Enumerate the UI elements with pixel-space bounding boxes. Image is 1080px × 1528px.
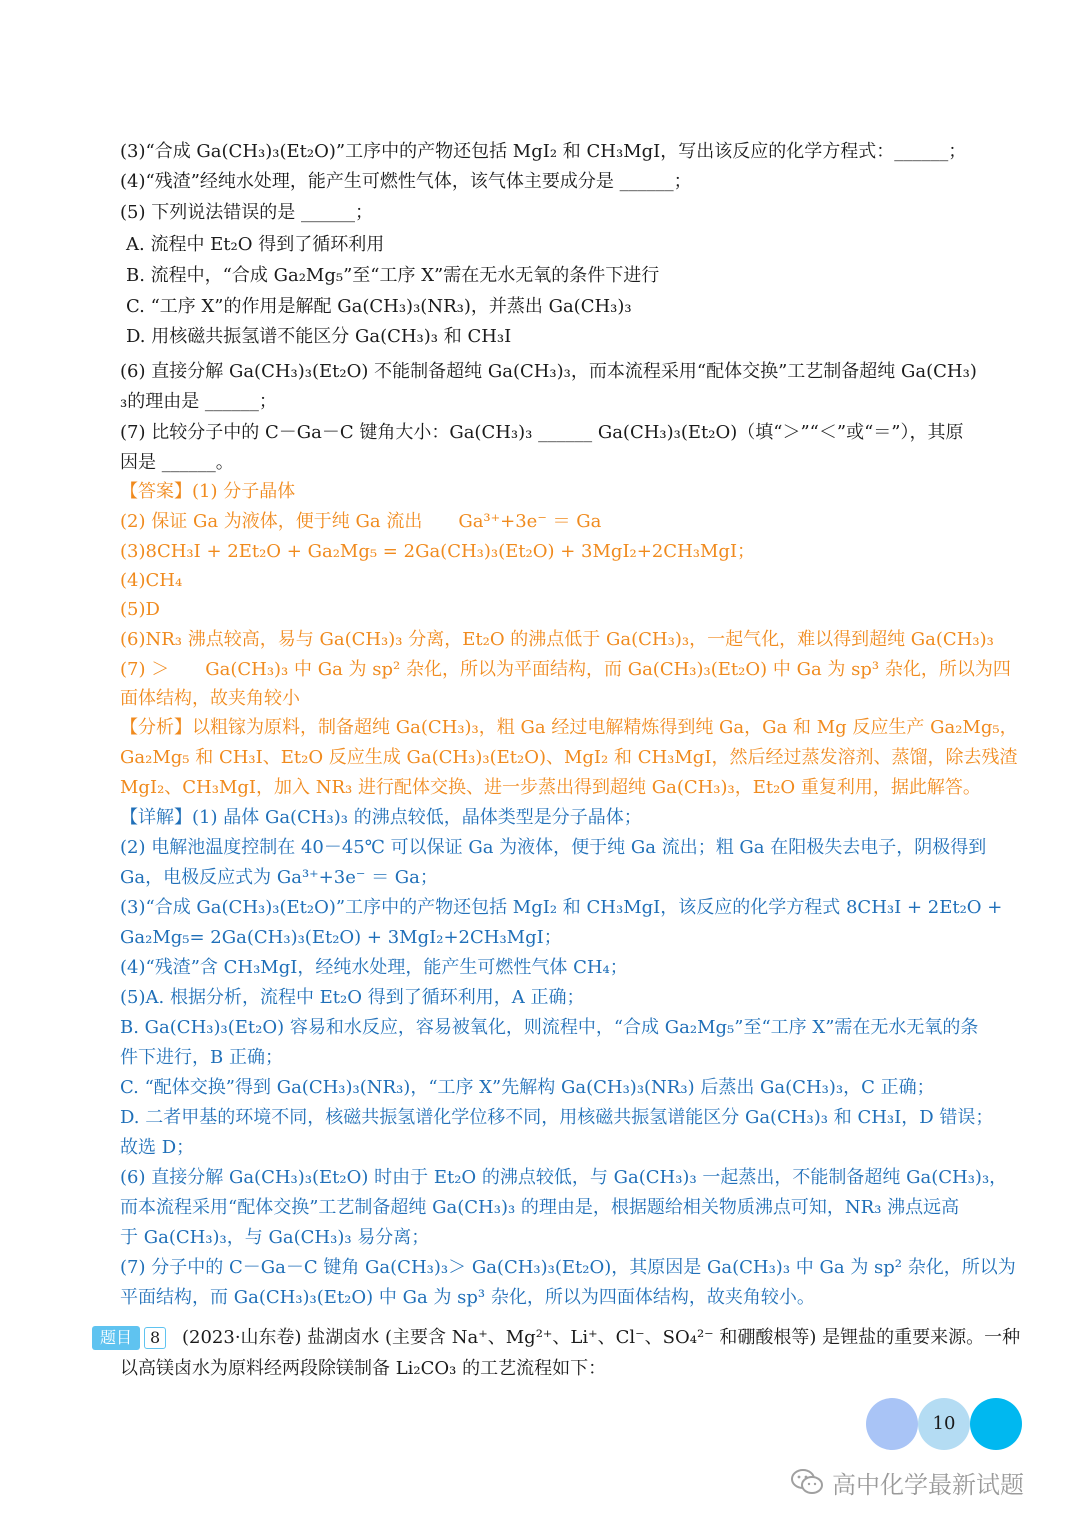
answer-4: (4)CH₄: [120, 570, 183, 591]
question-7-cont: 因是 ______。: [120, 452, 234, 473]
option-d: D. 用核磁共振氢谱不能区分 Ga(CH₃)₃ 和 CH₃I: [126, 326, 512, 347]
wechat-icon: [790, 1468, 824, 1496]
question-4: (4)“残渣”经纯水处理，能产生可燃性气体，该气体主要成分是 ______；: [120, 171, 692, 192]
question-7: (7) 比较分子中的 C－Ga－C 键角大小：Ga(CH₃)₃ ______ Ga(CH₃)₃(Et₂O)（填“＞”“＜”或“＝”），其原: [120, 422, 964, 443]
detail-3-cont: Ga₂Mg₅= 2Ga(CH₃)₃(Et₂O) + 3MgI₂+2CH₃MgI；: [120, 927, 562, 948]
analysis-3: MgI₂、CH₃MgI，加入 NR₃ 进行配体交换、进一步蒸出得到超纯 Ga(CH₃)₃，Et₂O 重复利用，据此解答。: [120, 777, 981, 798]
page-circle-left: [866, 1398, 918, 1450]
detail-6-cont: 而本流程采用“配体交换”工艺制备超纯 Ga(CH₃)₃ 的理由是，根据题给相关物质沸点可知，NR₃ 沸点远高: [120, 1197, 960, 1218]
detail-6-cont2: 于 Ga(CH₃)₃，与 Ga(CH₃)₃ 易分离；: [120, 1227, 430, 1248]
detail-5-conclusion: 故选 D；: [120, 1137, 195, 1158]
question-3: (3)“合成 Ga(CH₃)₃(Et₂O)”工序中的产物还包括 MgI₂ 和 CH₃MgI，写出该反应的化学方程式：______；: [120, 141, 967, 162]
detail-7: (7) 分子中的 C－Ga－C 键角 Ga(CH₃)₃＞ Ga(CH₃)₃(Et₂O)，其原因是 Ga(CH₃)₃ 中 Ga 为 sp² 杂化，所以为: [120, 1257, 1016, 1278]
watermark: [790, 1464, 1024, 1500]
question-8-line2: 以高镁卤水为原料经两段除镁制备 Li₂CO₃ 的工艺流程如下：: [120, 1358, 607, 1379]
question-tag-number: 8: [144, 1327, 166, 1349]
answer-3: (3)8CH₃I + 2Et₂O + Ga₂Mg₅ = 2Ga(CH₃)₃(Et₂O) + 3MgI₂+2CH₃MgI；: [120, 541, 756, 562]
page-number-badge: [866, 1398, 1022, 1450]
detail-7-cont: 平面结构，而 Ga(CH₃)₃(Et₂O) 中 Ga 为 sp³ 杂化，所以为四面体结构，故夹角较小。: [120, 1287, 815, 1308]
watermark-text: 高中化学最新试题: [832, 1470, 1024, 1499]
question-5: (5) 下列说法错误的是 ______；: [120, 202, 373, 223]
detail-5a: (5)A. 根据分析，流程中 Et₂O 得到了循环利用，A 正确；: [120, 987, 585, 1008]
question-6-cont: ₃的理由是 ______；: [120, 391, 277, 412]
detail-5c: C. “配体交换”得到 Ga(CH₃)₃(NR₃)，“工序 X”先解构 Ga(CH₃)₃(NR₃) 后蒸出 Ga(CH₃)₃，C 正确；: [120, 1077, 935, 1098]
detail-2-cont: Ga，电极反应式为 Ga³⁺+3e⁻ ＝ Ga；: [120, 867, 438, 888]
detail-5b-cont: 件下进行，B 正确；: [120, 1047, 283, 1068]
analysis-2: Ga₂Mg₅ 和 CH₃I、Et₂O 反应生成 Ga(CH₃)₃(Et₂O)、MgI₂ 和 CH₃MgI，然后经过蒸发溶剂、蒸馏，除去残渣: [120, 747, 1018, 768]
question-6: (6) 直接分解 Ga(CH₃)₃(Et₂O) 不能制备超纯 Ga(CH₃)₃，而本流程采用“配体交换”工艺制备超纯 Ga(CH₃): [120, 361, 977, 382]
page-number: 10: [918, 1398, 970, 1450]
answer-1: 【答案】(1) 分子晶体: [120, 481, 296, 502]
analysis-1: 【分析】以粗镓为原料，制备超纯 Ga(CH₃)₃，粗 Ga 经过电解精炼得到纯 Ga，Ga 和 Mg 反应生产 Ga₂Mg₅，: [120, 717, 1018, 738]
answer-6: (6)NR₃ 沸点较高，易与 Ga(CH₃)₃ 分离，Et₂O 的沸点低于 Ga(CH₃)₃，一起气化，难以得到超纯 Ga(CH₃)₃: [120, 629, 994, 650]
detail-5d: D. 二者甲基的环境不同，核磁共振氢谱化学位移不同，用核磁共振氢谱能区分 Ga(CH₃)₃ 和 CH₃I，D 错误；: [120, 1107, 994, 1128]
answer-5: (5)D: [120, 599, 160, 620]
question-tag: [92, 1325, 166, 1351]
option-a: A. 流程中 Et₂O 得到了循环利用: [126, 234, 385, 255]
detail-5b: B. Ga(CH₃)₃(Et₂O) 容易和水反应，容易被氧化，则流程中，“合成 Ga₂Mg₅”至“工序 X”需在无水无氧的条: [120, 1017, 979, 1038]
detail-3: (3)“合成 Ga(CH₃)₃(Et₂O)”工序中的产物还包括 MgI₂ 和 CH₃MgI，该反应的化学方程式 8CH₃I + 2Et₂O +: [120, 897, 1003, 918]
answer-2: (2) 保证 Ga 为液体，便于纯 Ga 流出 Ga³⁺+3e⁻ ＝ Ga: [120, 511, 602, 532]
detail-1: 【详解】(1) 晶体 Ga(CH₃)₃ 的沸点较低，晶体类型是分子晶体；: [120, 807, 642, 828]
detail-6: (6) 直接分解 Ga(CH₃)₃(Et₂O) 时由于 Et₂O 的沸点较低，与 Ga(CH₃)₃ 一起蒸出，不能制备超纯 Ga(CH₃)₃，: [120, 1167, 1008, 1188]
detail-4: (4)“残渣”含 CH₃MgI，经纯水处理，能产生可燃性气体 CH₄；: [120, 957, 628, 978]
option-c: C. “工序 X”的作用是解配 Ga(CH₃)₃(NR₃)，并蒸出 Ga(CH₃)₃: [126, 296, 632, 317]
page-circle-right: [970, 1398, 1022, 1450]
detail-2: (2) 电解池温度控制在 40－45℃ 可以保证 Ga 为液体，便于纯 Ga 流出；粗 Ga 在阳极失去电子，阴极得到: [120, 837, 987, 858]
question-tag-label: 题目: [92, 1326, 140, 1350]
option-b: B. 流程中，“合成 Ga₂Mg₅”至“工序 X”需在无水无氧的条件下进行: [126, 265, 660, 286]
question-8-line1: (2023·山东卷) 盐湖卤水 (主要含 Na⁺、Mg²⁺、Li⁺、Cl⁻、SO₄²⁻ 和硼酸根等) 是锂盐的重要来源。一种: [182, 1327, 1021, 1348]
answer-7-cont: 面体结构，故夹角较小: [120, 688, 300, 709]
answer-7: (7) ＞ Ga(CH₃)₃ 中 Ga 为 sp² 杂化，所以为平面结构，而 Ga(CH₃)₃(Et₂O) 中 Ga 为 sp³ 杂化，所以为四: [120, 659, 1011, 680]
